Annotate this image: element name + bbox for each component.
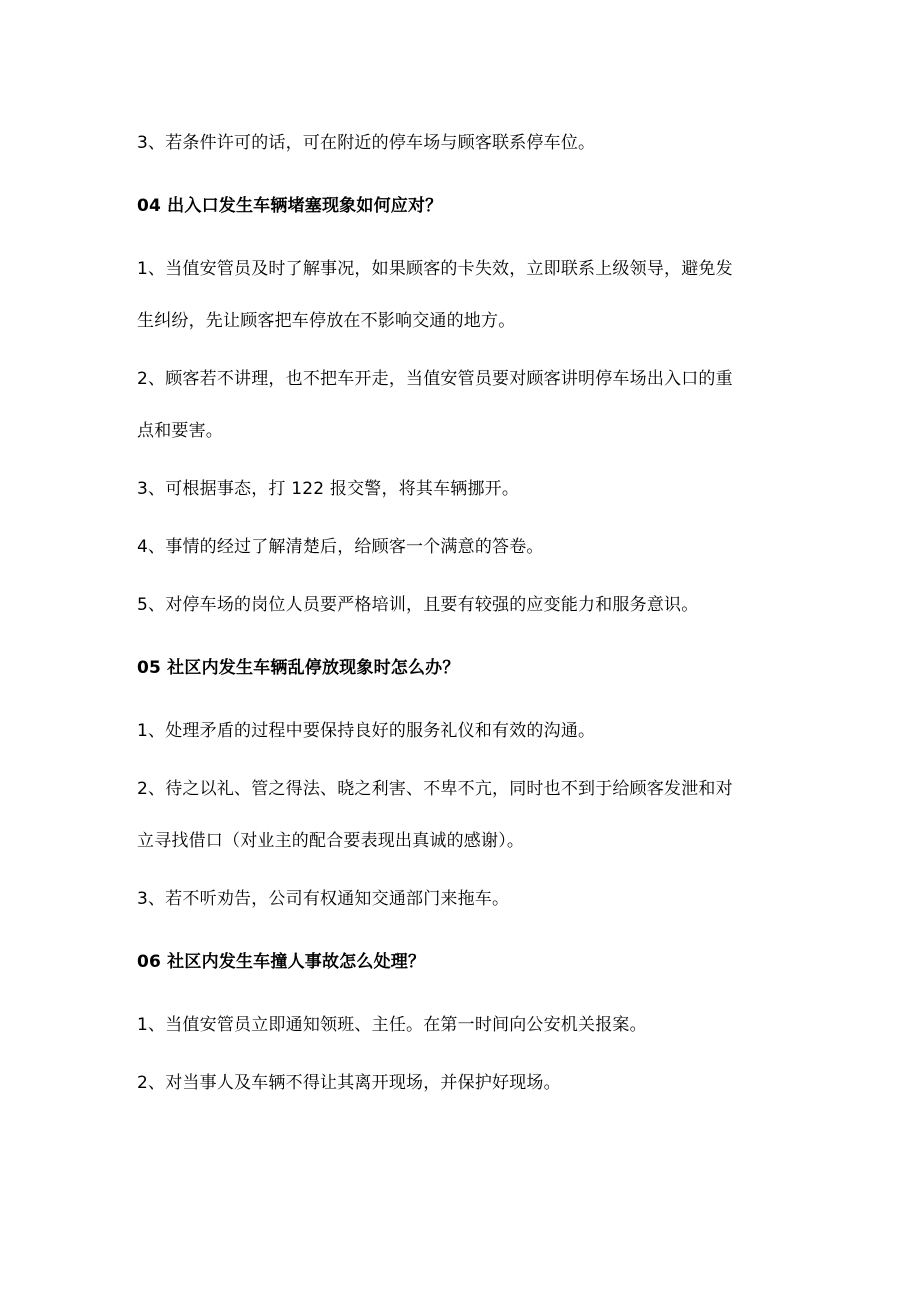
paragraph-line: 3、可根据事态，打 122 报交警，将其车辆挪开。 — [137, 479, 520, 499]
paragraph-line: 2、待之以礼、管之得法、晓之利害、不卑不亢，同时也不到于给顾客发泄和对 — [137, 779, 733, 799]
section-heading-04: 04 出入口发生车辆堵塞现象如何应对？ — [137, 196, 443, 216]
paragraph-line: 2、对当事人及车辆不得让其离开现场，并保护好现场。 — [137, 1073, 561, 1093]
paragraph-line: 点和要害。 — [137, 421, 223, 441]
paragraph-line: 3、若条件许可的话，可在附近的停车场与顾客联系停车位。 — [137, 133, 596, 153]
paragraph-line: 4、事情的经过了解清楚后，给顾客一个满意的答卷。 — [137, 537, 544, 557]
paragraph-line: 3、若不听劝告，公司有权通知交通部门来拖车。 — [137, 889, 510, 909]
section-heading-05: 05 社区内发生车辆乱停放现象时怎么办？ — [137, 658, 460, 678]
paragraph-line: 1、处理矛盾的过程中要保持良好的服务礼仪和有效的沟通。 — [137, 721, 596, 741]
paragraph-line: 5、对停车场的岗位人员要严格培训，且要有较强的应变能力和服务意识。 — [137, 595, 699, 615]
paragraph-line: 1、当值安管员立即通知领班、主任。在第一时间向公安机关报案。 — [137, 1015, 647, 1035]
paragraph-line: 生纠纷，先让顾客把车停放在不影响交通的地方。 — [137, 311, 516, 331]
section-heading-06: 06 社区内发生车撞人事故怎么处理？ — [137, 952, 426, 972]
paragraph-line: 立寻找借口（对业主的配合要表现出真诚的感谢）。 — [137, 831, 525, 851]
paragraph-line: 1、当值安管员及时了解事况，如果顾客的卡失效，立即联系上级领导，避免发 — [137, 259, 733, 279]
paragraph-line: 2、顾客若不讲理，也不把车开走，当值安管员要对顾客讲明停车场出入口的重 — [137, 369, 733, 389]
